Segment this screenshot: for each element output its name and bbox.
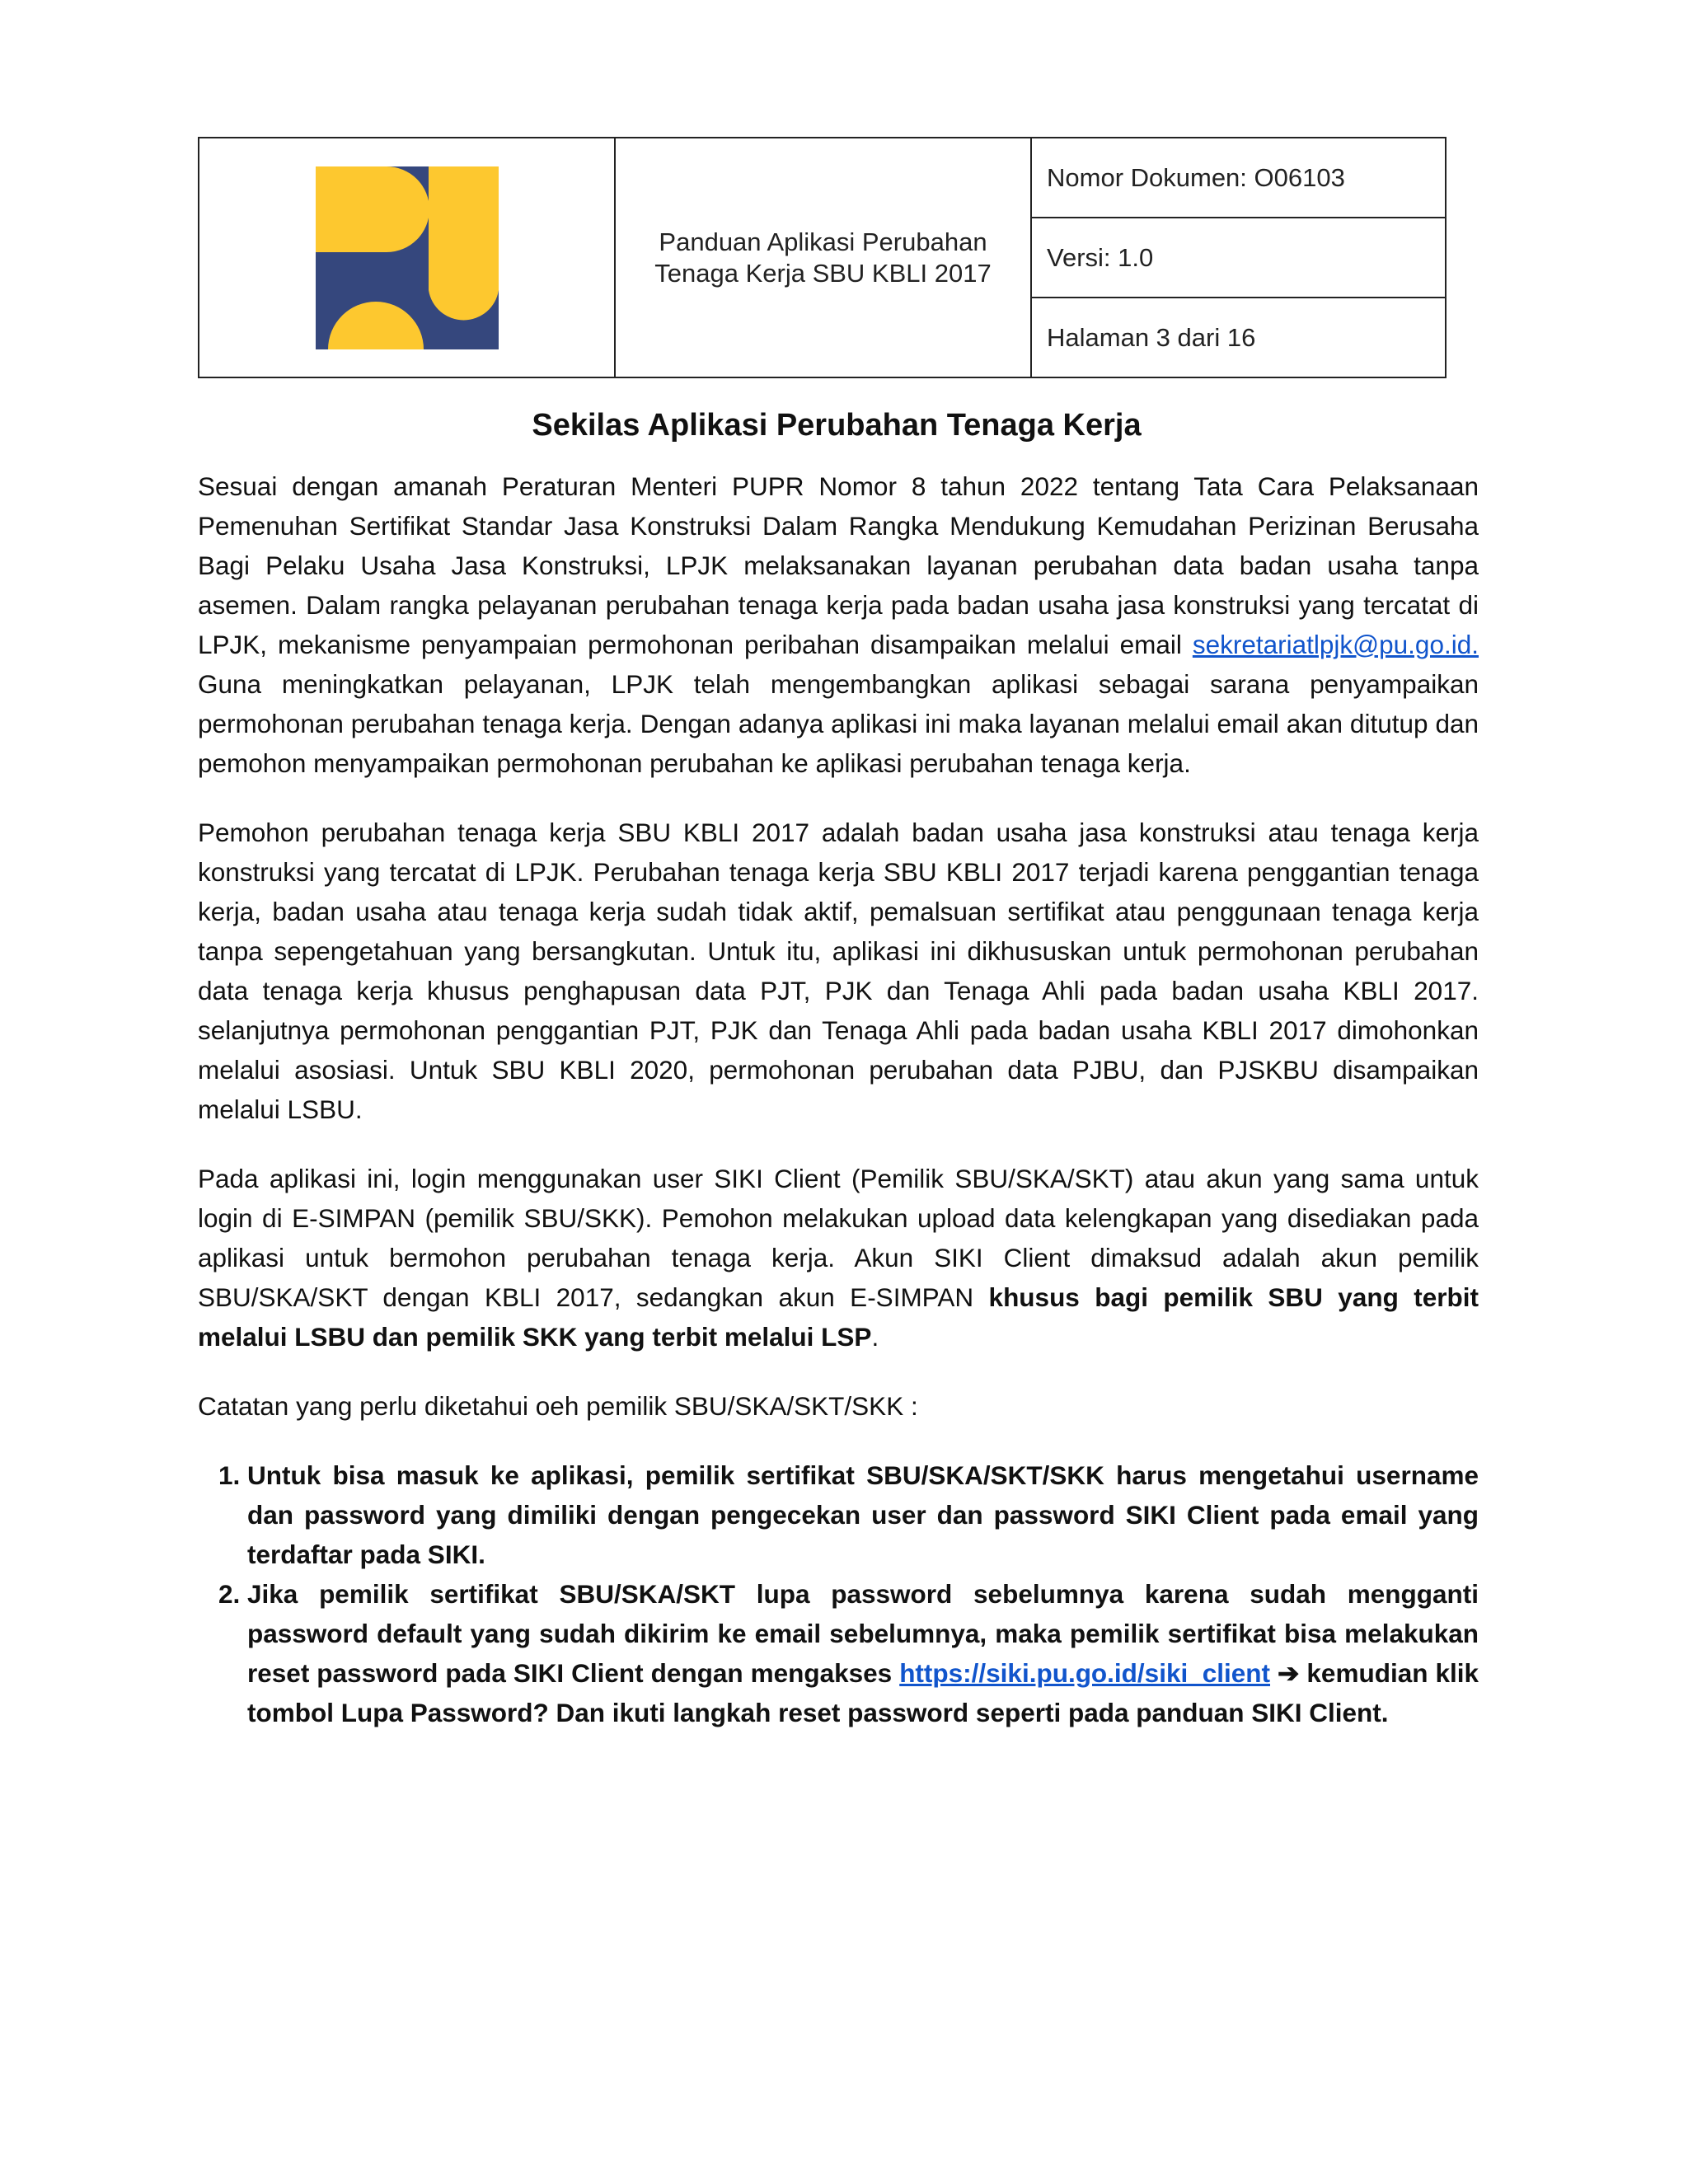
document-number: Nomor Dokumen: O06103 — [1031, 138, 1446, 218]
logo-cell — [199, 138, 615, 377]
list-item — [247, 1455, 1479, 1574]
document-header-table — [198, 137, 1447, 378]
email-link[interactable]: sekretariatlpjk@pu.go.id. — [1192, 630, 1479, 659]
page-title: Sekilas Aplikasi Perubahan Tenaga Kerja — [532, 408, 1142, 443]
document-body — [198, 466, 1479, 1732]
paragraph-1-text-b: Guna meningkatkan pelayanan, LPJK telah mengembangkan aplikasi sebagai sarana penyampaikan permohonan perubahan tenaga kerja. Dengan adanya aplikasi ini maka layanan melalui email akan ditutup dan pemohon menyampaikan permohonan perubahan ke aplikasi perubahan tenaga kerja. — [198, 669, 1479, 778]
document-title: Panduan Aplikasi Perubahan Tenaga Kerja SBU KBLI 2017 — [615, 138, 1031, 377]
paragraph-3 — [198, 1159, 1479, 1357]
arrow-right-icon: ➔ — [1278, 1658, 1300, 1688]
note-2-text-end: kemudian klik tombol Lupa Password? Dan ikuti langkah reset password seperti pada panduan SIKI Client. — [247, 1658, 1479, 1727]
pupr-logo-icon — [316, 166, 499, 349]
paragraph-1-text-a: Sesuai dengan amanah Peraturan Menteri PUPR Nomor 8 tahun 2022 tentang Tata Cara Pelaksanaan Pemenuhan Sertifikat Standar Jasa Konstruksi Dalam Rangka Mendukung Kemudahan Perizinan Berusaha Bagi Pelaku Usaha Jasa Konstruksi, LPJK melaksanakan layanan perubahan data badan usaha tanpa asemen. Dalam rangka pelayanan perubahan tenaga kerja pada badan usaha jasa konstruksi yang tercatat di LPJK, mekanisme penyampaian permohonan peribahan disampaikan melalui email — [198, 471, 1479, 659]
list-item — [247, 1574, 1479, 1732]
document-version: Versi: 1.0 — [1031, 218, 1446, 298]
page-info: Halaman 3 dari 16 — [1031, 298, 1446, 377]
paragraph-3-bold-text: khusus bagi pemilik SBU yang terbit melalui LSBU dan pemilik SKK yang terbit melalui LSP — [198, 1282, 1479, 1352]
paragraph-2: Pemohon perubahan tenaga kerja SBU KBLI 2017 adalah badan usaha jasa konstruksi atau tenaga kerja konstruksi yang tercatat di LPJK. Perubahan tenaga kerja SBU KBLI 2017 terjadi karena penggantian tenaga kerja, badan usaha atau tenaga kerja sudah tidak aktif, pemalsuan sertifikat atau penggunaan tenaga kerja tanpa sepengetahuan yang bersangkutan. Untuk itu, aplikasi ini dikhususkan untuk permohonan perubahan data tenaga kerja khusus penghapusan data PJT, PJK dan Tenaga Ahli pada badan usaha KBLI 2017. selanjutnya permohonan penggantian PJT, PJK dan Tenaga Ahli pada badan usaha KBLI 2017 dimohonkan melalui asosiasi. Untuk SBU KBLI 2020, permohonan perubahan data PJBU, dan PJSKBU disampaikan melalui LSBU. — [198, 818, 1479, 1124]
notes-list — [198, 1455, 1479, 1732]
siki-client-link[interactable]: https://siki.pu.go.id/siki_client — [899, 1658, 1271, 1688]
paragraph-3-text: Pada aplikasi ini, login menggunakan user SIKI Client (Pemilik SBU/SKA/SKT) atau akun yang sama untuk login di E-SIMPAN (pemilik SBU/SKK). Pemohon melakukan upload data kelengkapan yang disediakan pada aplikasi untuk bermohon perubahan tenaga kerja. Akun SIKI Client dimaksud adalah akun pemilik SBU/SKA/SKT dengan KBLI 2017, sedangkan akun E-SIMPAN — [198, 1164, 1479, 1312]
paragraph-1 — [198, 466, 1479, 783]
note-1-text: Untuk bisa masuk ke aplikasi, pemilik sertifikat SBU/SKA/SKT/SKK harus mengetahui username dan password yang dimiliki dengan pengecekan user dan password SIKI Client pada email yang terdaftar pada SIKI. — [247, 1460, 1479, 1569]
notes-intro: Catatan yang perlu diketahui oeh pemilik SBU/SKA/SKT/SKK : — [198, 1391, 918, 1421]
note-2-text: Jika pemilik sertifikat SBU/SKA/SKT lupa password sebelumnya karena sudah mengganti password default yang sudah dikirim ke email sebelumnya, maka pemilik sertifikat bisa melakukan reset password pada SIKI Client dengan mengakses — [247, 1579, 1479, 1688]
paragraph-3-end: . — [871, 1322, 879, 1352]
